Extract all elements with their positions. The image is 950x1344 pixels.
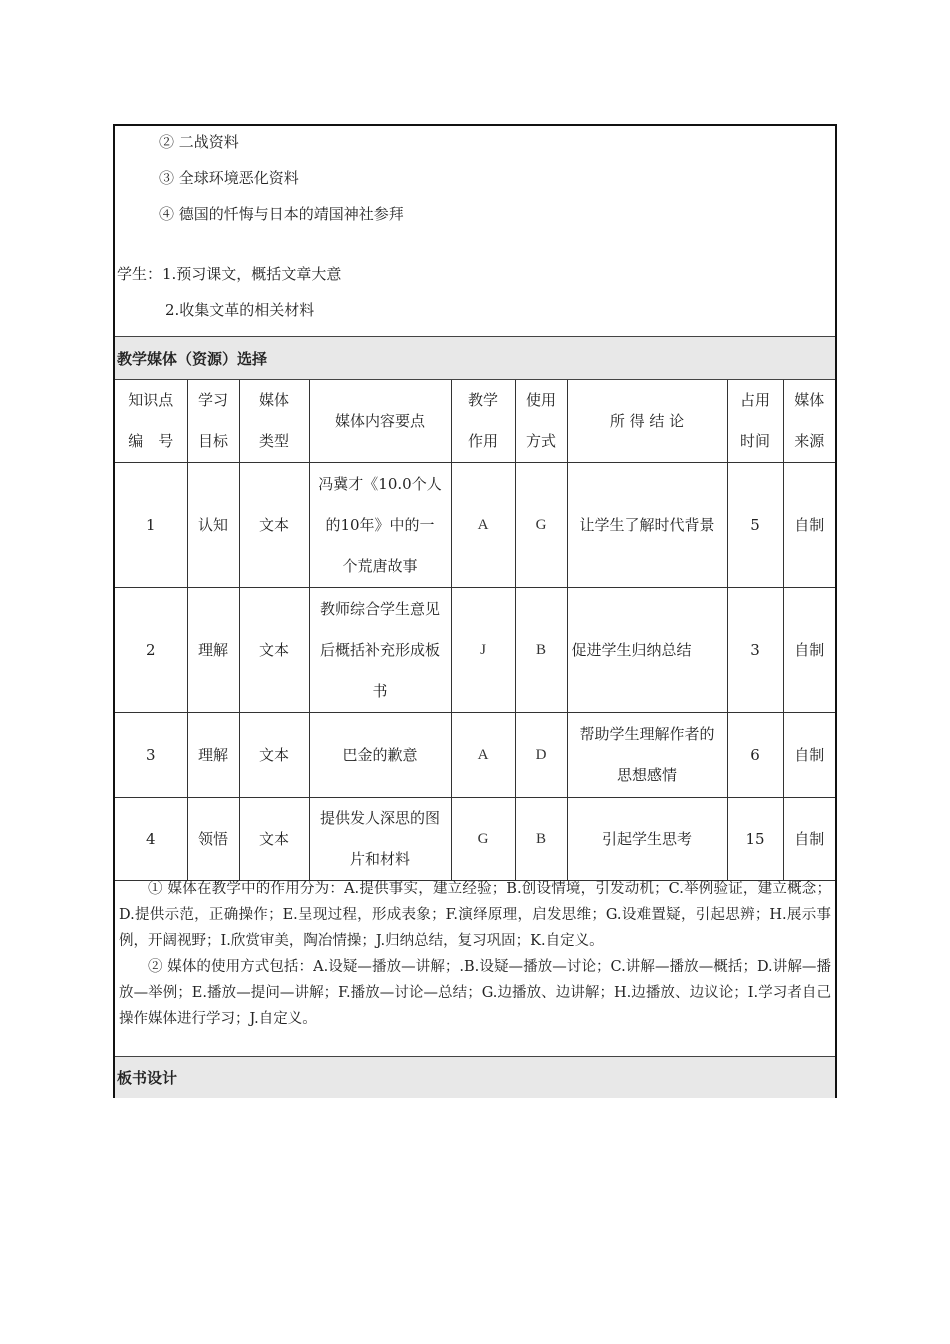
intro-item-2: ② 二战资料: [159, 133, 239, 151]
row-conclusion: 帮助学生理解作者的 思想感情: [567, 713, 727, 798]
row-source: 自制: [783, 588, 835, 713]
row-source: 自制: [783, 463, 835, 588]
intro-item-4: ④ 德国的忏悔与日本的靖国神社参拜: [159, 205, 404, 223]
media-selection-table: [115, 380, 835, 881]
row-goal: 理解: [187, 713, 239, 798]
row-time: 6: [727, 713, 783, 798]
row-conclusion: 促进学生归纳总结: [567, 588, 727, 713]
row-content: 巴金的歉意: [309, 713, 451, 798]
media-notes: [119, 876, 831, 1032]
header-learning-goal: 学习 目标: [187, 380, 239, 463]
intro-item-3: ③ 全球环境恶化资料: [159, 169, 299, 187]
table-header-row: [115, 380, 835, 463]
row-time: 3: [727, 588, 783, 713]
header-media-type: 媒体 类型: [239, 380, 309, 463]
row-goal: 领悟: [187, 798, 239, 881]
row-time: 15: [727, 798, 783, 881]
header-media-content: 媒体内容要点: [309, 380, 451, 463]
row-time: 5: [727, 463, 783, 588]
table-row: [115, 463, 835, 588]
row-role: A: [451, 463, 515, 588]
table-row: [115, 713, 835, 798]
header-source: 媒体 来源: [783, 380, 835, 463]
row-type: 文本: [239, 798, 309, 881]
lesson-plan-document: [113, 124, 837, 1098]
row-conclusion: 引起学生思考: [567, 798, 727, 881]
row-mode: G: [515, 463, 567, 588]
row-type: 文本: [239, 588, 309, 713]
row-mode: B: [515, 588, 567, 713]
student-task-1: 学生：1.预习课文，概括文章大意: [117, 265, 342, 283]
row-type: 文本: [239, 713, 309, 798]
note-usage-modes: ② 媒体的使用方式包括：A.设疑—播放—讲解；.B.设疑—播放—讨论；C.讲解—播放—概括；D.讲解—播放—举例；E.播放—提问—讲解；F.播放—讨论—总结；G.边播放、边讲解；H.边播放、边议论；I.学习者自己操作媒体进行学习；J.自定义。: [119, 959, 831, 1027]
row-content: 教师综合学生意见 后概括补充形成板 书: [309, 588, 451, 713]
header-usage-mode: 使用 方式: [515, 380, 567, 463]
student-task-2: 2.收集文革的相关材料: [165, 301, 315, 319]
media-section-header: [115, 336, 835, 380]
row-number: 1: [115, 463, 187, 588]
row-goal: 理解: [187, 588, 239, 713]
row-source: 自制: [783, 713, 835, 798]
header-conclusion: 所 得 结 论: [567, 380, 727, 463]
row-number: 2: [115, 588, 187, 713]
note-media-roles: ① 媒体在教学中的作用分为：A.提供事实，建立经验；B.创设情境，引发动机；C.举例验证，建立概念；D.提供示范，正确操作；E.呈现过程，形成表象；F.演绎原理，启发思维；G.设难置疑，引起思辨；H.展示事例，开阔视野；I.欣赏审美，陶冶情操；J.归纳总结，复习巩固；K.自定义。: [119, 881, 831, 949]
row-source: 自制: [783, 798, 835, 881]
row-role: A: [451, 713, 515, 798]
row-mode: D: [515, 713, 567, 798]
media-section-title: 教学媒体（资源）选择: [117, 349, 268, 368]
header-time: 占用 时间: [727, 380, 783, 463]
header-knowledge-no: 知识点 编 号: [115, 380, 187, 463]
table-row: [115, 798, 835, 881]
row-content: 提供发人深思的图 片和材料: [309, 798, 451, 881]
header-teaching-role: 教学 作用: [451, 380, 515, 463]
table-row: [115, 588, 835, 713]
row-type: 文本: [239, 463, 309, 588]
row-number: 3: [115, 713, 187, 798]
row-conclusion: 让学生了解时代背景: [567, 463, 727, 588]
row-role: J: [451, 588, 515, 713]
row-mode: B: [515, 798, 567, 881]
row-role: G: [451, 798, 515, 881]
row-number: 4: [115, 798, 187, 881]
board-design-header: [115, 1056, 835, 1098]
row-goal: 认知: [187, 463, 239, 588]
row-content: 冯冀才《10.0个人 的10年》中的一 个荒唐故事: [309, 463, 451, 588]
board-design-title: 板书设计: [117, 1069, 178, 1087]
